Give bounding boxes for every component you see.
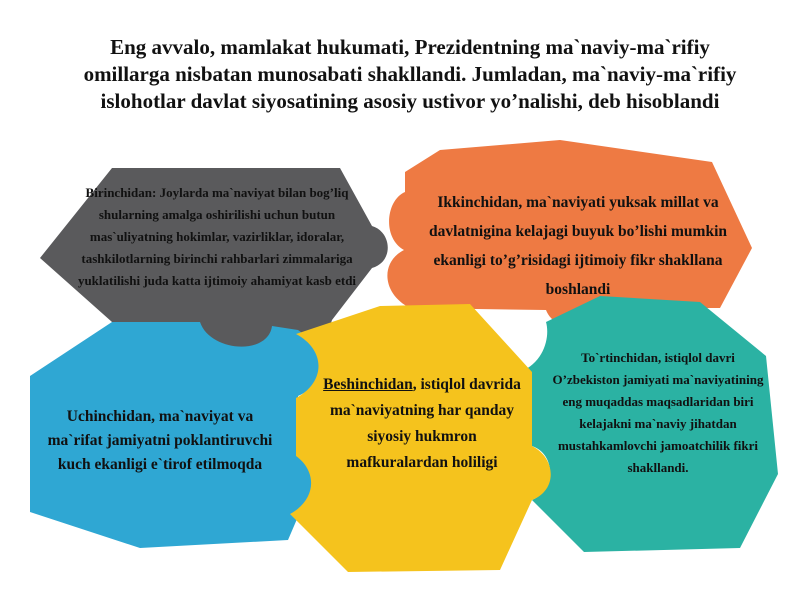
text-first: Birinchidan: Joylarda ma`naviyat bilan bog’liq shularning amalga oshirilishi uchun butun mas`uliyatning hokimlar, vazirliklar, idoralar, tashkilotlarning birinchi rahbarlari zimmalariga yuklatilishi juda katta ijtimoiy ahamiyat kasb etdi [77, 185, 357, 288]
text-fourth: To`rtinchidan, istiqlol davri O’zbekiston jamiyati ma`naviyatining eng muqaddas maqsadlaridan biri kelajakni ma`naviy jihatdan mustahkamlovchi jamoatchilik fikri shakllandi. [552, 350, 764, 475]
text-fifth-heading: Beshinchidan [323, 376, 413, 393]
text-third: Uchinchidan, ma`naviyat va ma`rifat jamiyatni poklantiruvchi kuch ekanligi e`tirof etilmoqda [47, 408, 273, 473]
text-fifth-body: , istiqlol davrida ma`naviyatning har qanday siyosiy hukmron mafkuralardan holiligi [329, 376, 521, 471]
title: Eng avvalo, mamlakat hukumati, Prezidentning ma`naviy-ma`rifiy omillarga nisbatan munosabati shakllandi. Jumladan, ma`naviy-ma`rifiy islohotlar davlat siyosatining asosiy ustivor yo’nalishi, deb hisoblandi [83, 35, 737, 113]
text-second: Ikkinchidan, ma`naviyati yuksak millat va davlatnigina kelajagi buyuk bo’lishi mumkin ekanligi to’g’risidagi ijtimoiy fikr shakllana boshlandi [428, 194, 728, 298]
text-fifth [322, 372, 522, 476]
